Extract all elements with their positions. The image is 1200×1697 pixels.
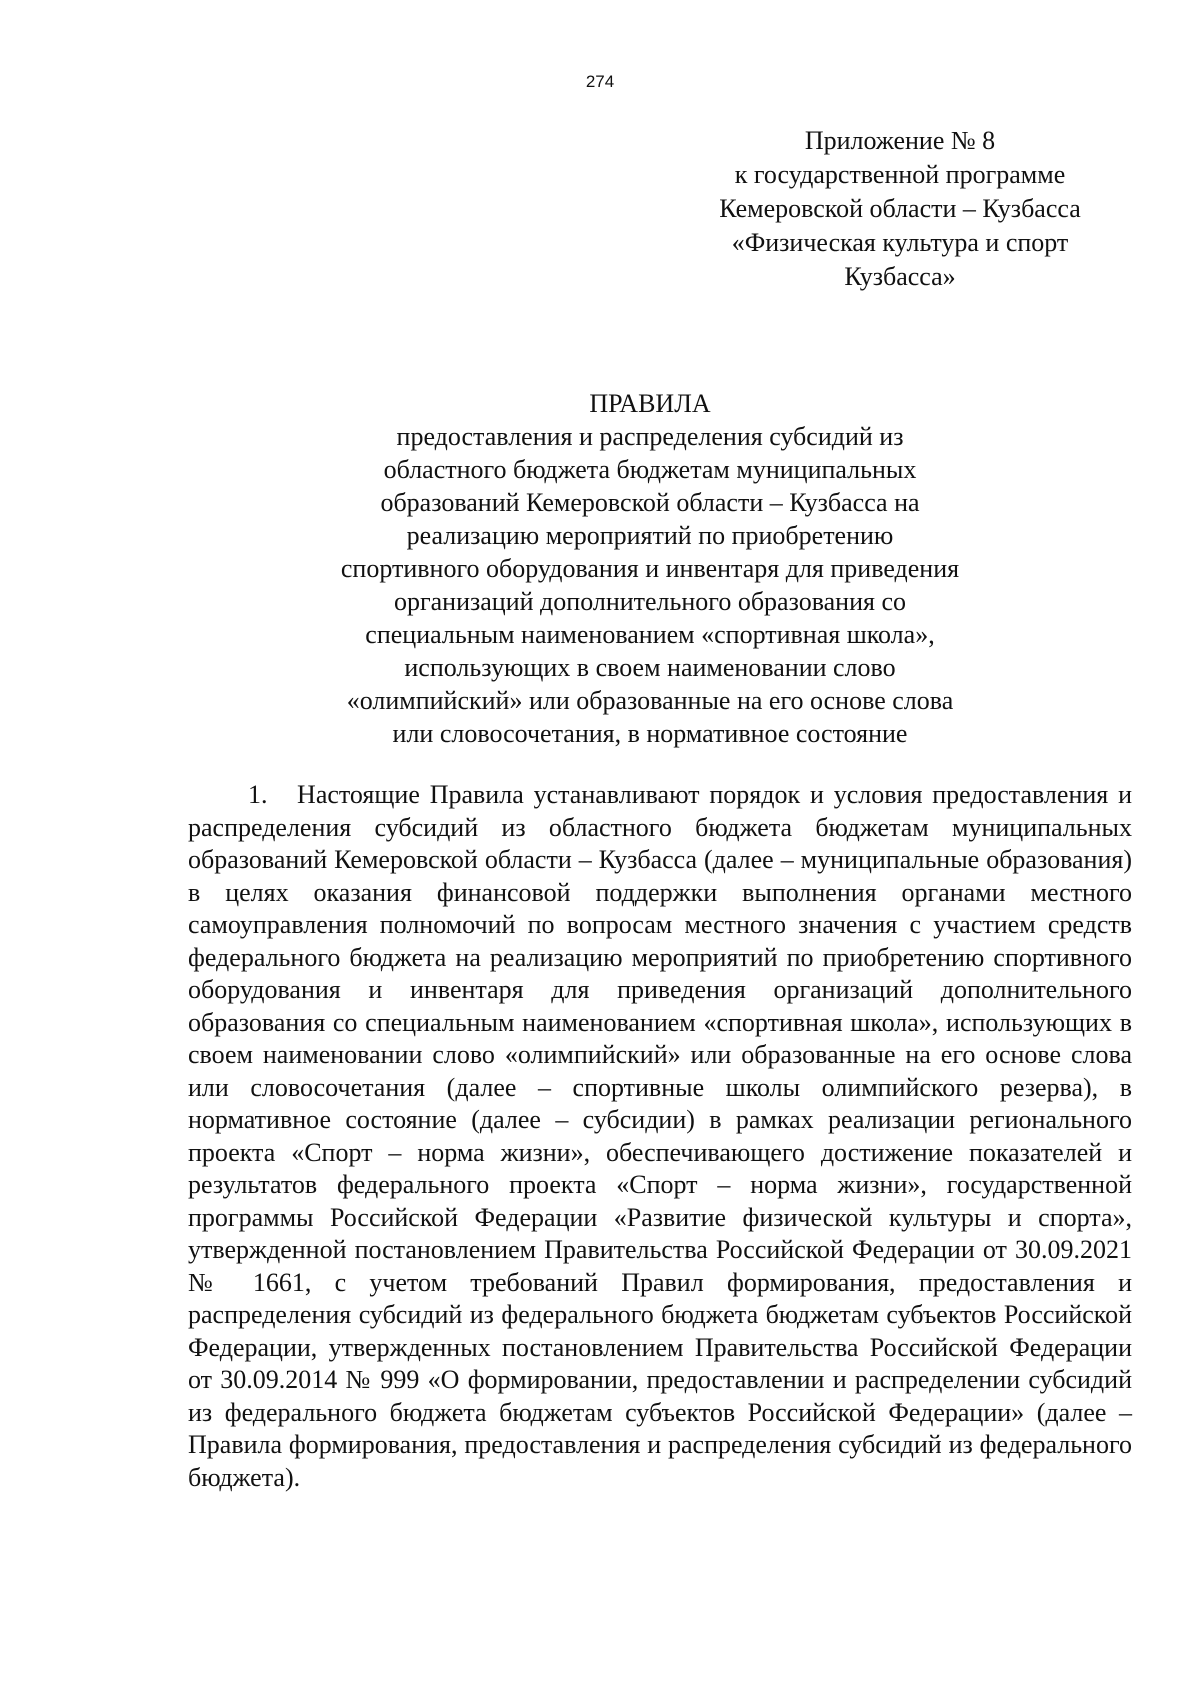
title-subtitle-line: или словосочетания, в нормативное состояние — [392, 719, 908, 748]
title-subtitle-line: использующих в своем наименовании слово — [404, 653, 896, 682]
document-title — [280, 387, 1020, 750]
title-subtitle-line: спортивного оборудования и инвентаря для приведения — [340, 554, 960, 583]
appendix-line: «Физическая культура и спорт — [731, 228, 1069, 257]
appendix-line: к государственной программе — [734, 160, 1066, 189]
appendix-line: Кузбасса» — [844, 262, 956, 291]
title-subtitle-line: специальным наименованием «спортивная школа», — [365, 620, 935, 649]
appendix-line: Приложение № 8 — [804, 126, 996, 155]
title-subtitle-line: реализацию мероприятий по приобретению — [406, 521, 894, 550]
title-subtitle-line: организаций дополнительного образования со — [393, 587, 907, 616]
paragraph-1: 1. Настоящие Правила устанавливают порядок и условия предоставления и распределения субсидий из областного бюджета бюджетам муниципальных образований Кемеровской области – Кузбасса (далее – муниципальные образования) в целях оказания финансовой поддержки выполнения органами местного самоуправления полномочий по вопросам местного значения с участием средств федерального бюджета на реализацию мероприятий по приобретению спортивного оборудования и инвентаря для приведения организаций дополнительного образования со специальным наименованием «спортивная школа», использующих в своем наименовании слово «олимпийский» или образованные на его основе слова или словосочетания (далее – спортивные школы олимпийского резерва), в нормативное состояние (далее – субсидии) в рамках реализации регионального проекта «Спорт – норма жизни», обеспечивающего достижение показателей и результатов федерального проекта «Спорт – норма жизни», государственной программы Российской Федерации «Развитие физической культуры и спорта», утвержденной постановлением Правительства Российской Федерации от 30.09.2021 № 1661, с учетом требований Правил формирования, предоставления и распределения субсидий из федерального бюджета бюджетам субъектов Российской Федерации, утвержденных постановлением Правительства Российской Федерации от 30.09.2014 № 999 «О формировании, предоставлении и распределении субсидий из федерального бюджета бюджетам субъектов Российской Федерации» (далее – Правила формирования, предоставления и распределения субсидий из федерального бюджета). — [188, 780, 1132, 1492]
title-subtitle-line: областного бюджета бюджетам муниципальных — [383, 455, 917, 484]
title-subtitle-line: «олимпийский» или образованные на его основе слова — [346, 686, 954, 715]
title-heading: ПРАВИЛА — [589, 389, 711, 418]
appendix-reference — [690, 124, 1110, 294]
title-subtitle-line: предоставления и распределения субсидий из — [396, 422, 904, 451]
appendix-line: Кемеровской области – Кузбасса — [719, 194, 1081, 223]
title-subtitle-line: образований Кемеровской области – Кузбасса на — [380, 488, 920, 517]
page-number: 274 — [585, 72, 615, 91]
